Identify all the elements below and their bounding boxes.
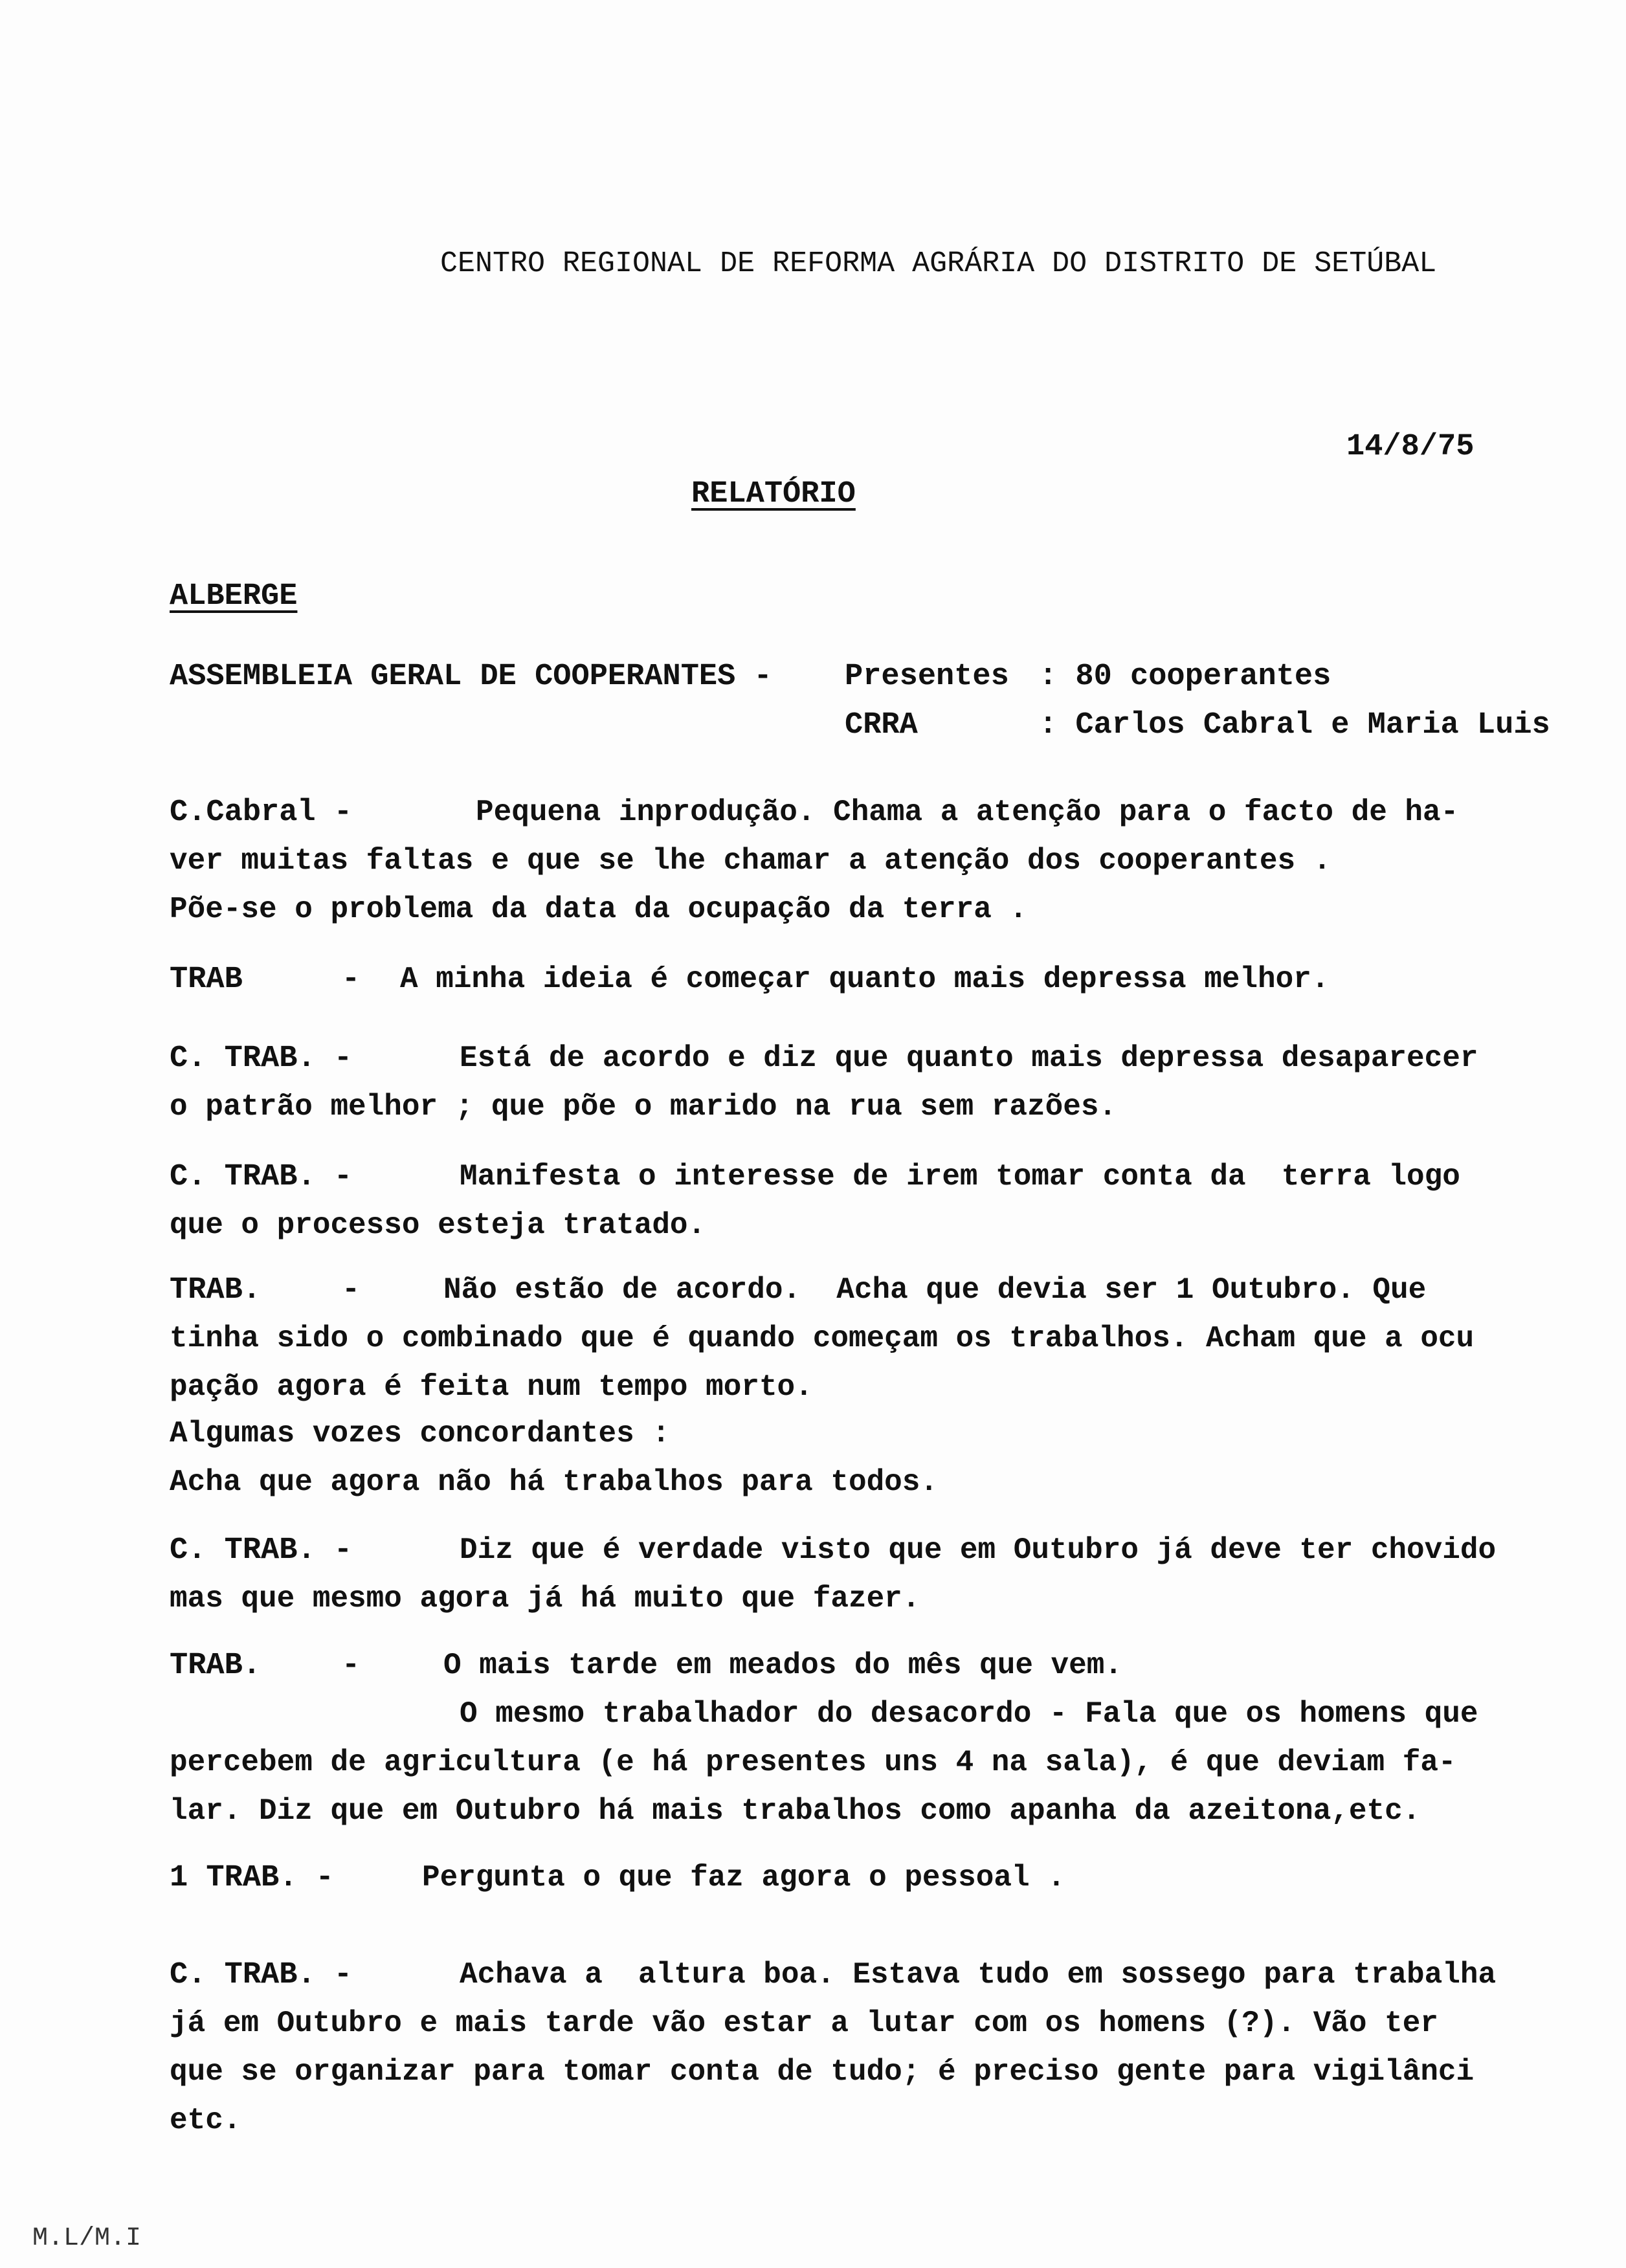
footer-initials: M.L/M.I: [32, 2224, 142, 2253]
entry-line: Pergunta o que faz agora o pessoal .: [422, 1861, 1065, 1895]
crra-value: : Carlos Cabral e Maria Luis: [1039, 708, 1550, 742]
speaker-label: TRAB.: [170, 1273, 262, 1307]
speaker-dash: -: [342, 1273, 361, 1307]
document-title: RELATÓRIO: [691, 477, 856, 511]
entry-line: Diz que é verdade visto que em Outubro já deve ter chovido: [460, 1533, 1497, 1567]
entry-line: etc.: [170, 2104, 241, 2137]
entry-line: Algumas vozes concordantes :: [170, 1417, 670, 1451]
crra-key: CRRA: [845, 708, 918, 742]
speaker-dash: -: [342, 962, 361, 997]
entry-line: mas que mesmo agora já há muito que fazer.: [170, 1582, 920, 1616]
location-heading: ALBERGE: [170, 579, 298, 614]
entry-line: já em Outubro e mais tarde vão estar a lutar com os homens (?). Vão ter: [170, 2007, 1438, 2040]
speaker-label: C. TRAB. -: [170, 1533, 353, 1568]
entry-line: Está de acordo e diz que quanto mais depressa desaparecer: [460, 1041, 1478, 1075]
entry-line: Achava a altura boa. Estava tudo em sossego para trabalha: [460, 1958, 1497, 1992]
entry-line: que se organizar para tomar conta de tudo; é preciso gente para vigilânci: [170, 2055, 1475, 2089]
entry-line: Não estão de acordo. Acha que devia ser 1 Outubro. Que: [443, 1273, 1427, 1307]
entry-line: Pequena inprodução. Chama a atenção para o facto de ha-: [476, 795, 1459, 829]
assembly-label: ASSEMBLEIA GERAL DE COOPERANTES -: [170, 660, 772, 694]
entry-line: que o processo esteja tratado.: [170, 1208, 706, 1242]
entry-line: Põe-se o problema da data da ocupação da terra .: [170, 893, 1028, 926]
entry-line: Manifesta o interesse de irem tomar conta da terra logo: [460, 1160, 1460, 1194]
entry-line: O mais tarde em meados do mês que vem.: [443, 1649, 1122, 1682]
speaker-label: TRAB.: [170, 1649, 262, 1683]
speaker-label: C.Cabral -: [170, 795, 353, 830]
speaker-label: TRAB: [170, 962, 243, 997]
entry-line: pação agora é feita num tempo morto.: [170, 1370, 813, 1404]
speaker-label: 1 TRAB. -: [170, 1861, 334, 1895]
entry-line: tinha sido o combinado que é quando começam os trabalhos. Acham que a ocu: [170, 1322, 1475, 1355]
speaker-dash: -: [342, 1649, 361, 1683]
entry-line: Acha que agora não há trabalhos para todos.: [170, 1465, 938, 1499]
document-date: 14/8/75: [1346, 430, 1475, 464]
organization-header: CENTRO REGIONAL DE REFORMA AGRÁRIA DO DISTRITO DE SETÚBAL: [440, 247, 1437, 280]
entry-line: A minha ideia é começar quanto mais depressa melhor.: [400, 962, 1330, 996]
speaker-label: C. TRAB. -: [170, 1041, 353, 1076]
entry-line: lar. Diz que em Outubro há mais trabalhos como apanha da azeitona,etc.: [170, 1794, 1421, 1828]
speaker-label: C. TRAB. -: [170, 1160, 353, 1194]
entry-line: ver muitas faltas e que se lhe chamar a atenção dos cooperantes .: [170, 844, 1331, 878]
entry-line: percebem de agricultura (e há presentes uns 4 na sala), é que deviam fa-: [170, 1746, 1456, 1779]
speaker-label: C. TRAB. -: [170, 1958, 353, 1992]
entry-line: O mesmo trabalhador do desacordo - Fala que os homens que: [460, 1697, 1478, 1731]
present-key: Presentes: [845, 660, 1009, 694]
entry-line: o patrão melhor ; que põe o marido na rua sem razões.: [170, 1090, 1117, 1124]
present-value: : 80 cooperantes: [1039, 660, 1331, 694]
